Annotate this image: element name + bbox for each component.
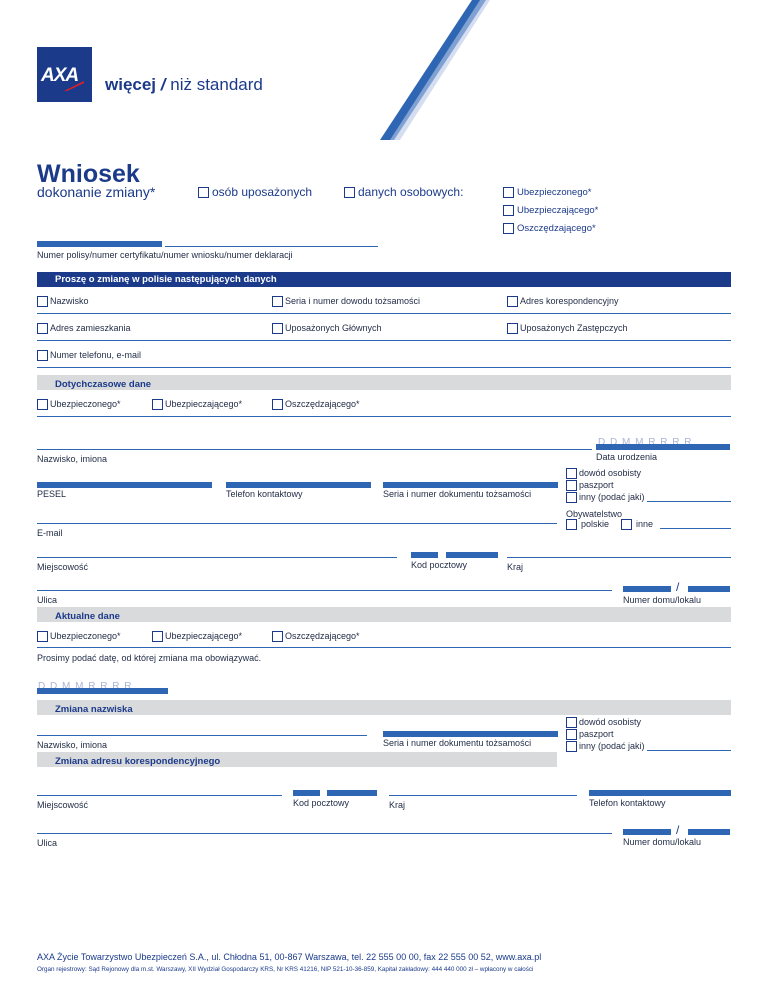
new-doc-id-checkbox[interactable] <box>566 717 577 728</box>
new-doc-passport-checkbox[interactable] <box>566 729 577 740</box>
divider <box>37 647 731 648</box>
pesel-label: PESEL <box>37 489 67 499</box>
new-house-boxes-a[interactable] <box>623 828 671 835</box>
new-doc-boxes[interactable] <box>383 730 558 737</box>
citizenship-label: Obywatelstwo <box>566 509 623 519</box>
effective-date-boxes[interactable] <box>37 687 168 694</box>
prev-phone-boxes[interactable] <box>226 481 371 488</box>
new-doc-passport-label: paszport <box>579 729 614 739</box>
new-street-line[interactable] <box>37 833 612 834</box>
primary-beneficiaries-label: Uposażonych Głównych <box>285 323 382 333</box>
policyholder-checkbox[interactable] <box>503 205 514 216</box>
policyholder-label: Ubezpieczającego* <box>517 205 599 216</box>
page-subtitle: dokonanie zmiany* <box>37 184 156 200</box>
id-number-checkbox[interactable] <box>272 296 283 307</box>
alternate-beneficiaries-checkbox[interactable] <box>507 323 518 334</box>
new-city-line[interactable] <box>37 795 282 796</box>
id-number-label: Seria i numer dowodu tożsamości <box>285 296 421 306</box>
footer-registry: Organ rejestrowy: Sąd Rejonowy dla m.st. Warszawy, XII Wydział Gospodarczy KRS, Nr KRS 41216, NIP 521-10-36-859, Kapitał zakładowy: 444 440 000 zł – wpłacony w całości <box>37 966 534 973</box>
address-change-header <box>37 752 557 767</box>
new-postcode-label: Kod pocztowy <box>293 798 350 808</box>
citizenship-other-checkbox[interactable] <box>621 519 632 530</box>
personal-data-label: danych osobowych: <box>358 185 464 199</box>
cur-insured-label: Ubezpieczonego* <box>50 631 121 641</box>
surname-checkbox[interactable] <box>37 296 48 307</box>
prev-doc-label: Seria i numer dokumentu tożsamości <box>383 489 532 499</box>
saver-label: Oszczędzającego* <box>517 223 596 234</box>
prev-insured-checkbox[interactable] <box>37 399 48 410</box>
new-street-label: Ulica <box>37 838 58 848</box>
new-house-slash: / <box>676 823 680 837</box>
axa-logo <box>37 47 92 102</box>
new-doc-label: Seria i numer dokumentu tożsamości <box>383 738 532 748</box>
prev-name-label: Nazwisko, imiona <box>37 454 108 464</box>
prev-doc-passport-label: paszport <box>579 480 614 490</box>
email-line[interactable] <box>37 523 557 524</box>
saver-checkbox[interactable] <box>503 223 514 234</box>
new-doc-other-checkbox[interactable] <box>566 741 577 752</box>
prev-doc-passport-checkbox[interactable] <box>566 480 577 491</box>
prev-policyholder-label: Ubezpieczającego* <box>165 399 243 409</box>
primary-beneficiaries-checkbox[interactable] <box>272 323 283 334</box>
phone-email-label: Numer telefonu, e-mail <box>50 350 142 360</box>
prev-birthdate-boxes[interactable] <box>596 443 730 450</box>
new-country-line[interactable] <box>389 795 577 796</box>
email-label: E-mail <box>37 528 63 538</box>
insured-checkbox[interactable] <box>503 187 514 198</box>
prev-doc-other-line[interactable] <box>647 501 731 502</box>
correspondence-address-label: Adres korespondencyjny <box>520 296 619 306</box>
prev-city-label: Miejscowość <box>37 562 89 572</box>
prev-house-slash: / <box>676 580 680 594</box>
policy-number-line <box>165 246 378 247</box>
previous-data-header <box>37 375 731 390</box>
residence-address-label: Adres zamieszkania <box>50 323 131 333</box>
new-postcode-boxes-b[interactable] <box>327 789 377 796</box>
cur-policyholder-label: Ubezpieczającego* <box>165 631 243 641</box>
new-doc-other-line[interactable] <box>647 750 731 751</box>
new-name-label: Nazwisko, imiona <box>37 740 108 750</box>
new-doc-other-label: inny (podać jaki) <box>579 741 645 751</box>
prev-street-line[interactable] <box>37 590 612 591</box>
tagline-slash: / <box>160 75 166 94</box>
prev-birthdate-label: Data urodzenia <box>596 452 658 462</box>
new-postcode-boxes-a[interactable] <box>293 789 320 796</box>
tagline-light: niż standard <box>170 75 263 94</box>
prev-house-boxes-b[interactable] <box>688 585 730 592</box>
request-section-header <box>37 272 731 287</box>
prev-doc-id-checkbox[interactable] <box>566 468 577 479</box>
brand-tagline <box>105 75 263 95</box>
citizenship-other-label: inne <box>636 519 654 529</box>
beneficiaries-label: osób uposażonych <box>212 185 313 199</box>
prev-doc-other-checkbox[interactable] <box>566 492 577 503</box>
prev-doc-other-label: inny (podać jaki) <box>579 492 645 502</box>
personal-data-checkbox[interactable] <box>344 187 355 198</box>
effective-date-note: Prosimy podać datę, od której zmiana ma obowiązywać. <box>37 653 262 663</box>
cur-policyholder-checkbox[interactable] <box>152 631 163 642</box>
correspondence-address-checkbox[interactable] <box>507 296 518 307</box>
new-name-line[interactable] <box>37 735 367 736</box>
prev-saver-checkbox[interactable] <box>272 399 283 410</box>
divider <box>37 340 731 341</box>
new-country-label: Kraj <box>389 800 406 810</box>
alternate-beneficiaries-label: Uposażonych Zastępczych <box>520 323 628 333</box>
logo-text: AXA <box>41 65 79 86</box>
page-title: Wniosek <box>37 160 140 188</box>
policy-number-label: Numer polisy/numer certyfikatu/numer wniosku/numer deklaracji <box>37 250 293 260</box>
prev-name-line[interactable] <box>37 449 592 450</box>
divider <box>37 313 731 314</box>
current-data-header <box>37 607 731 622</box>
policy-number-boxes[interactable] <box>37 240 162 247</box>
divider <box>37 416 731 417</box>
beneficiaries-checkbox[interactable] <box>198 187 209 198</box>
cur-saver-label: Oszczędzającego* <box>285 631 360 641</box>
decorative-diagonal-stripe <box>380 0 490 140</box>
prev-insured-label: Ubezpieczonego* <box>50 399 121 409</box>
cur-insured-checkbox[interactable] <box>37 631 48 642</box>
prev-policyholder-checkbox[interactable] <box>152 399 163 410</box>
request-section-title: Proszę o zmianę w polisie następujących danych <box>55 274 277 285</box>
citizenship-other-line[interactable] <box>660 528 731 529</box>
name-change-header <box>37 700 731 715</box>
surname-label: Nazwisko <box>50 296 89 306</box>
prev-phone-label: Telefon kontaktowy <box>226 489 303 499</box>
pesel-boxes[interactable] <box>37 481 212 488</box>
prev-postcode-boxes-a[interactable] <box>411 551 438 558</box>
divider <box>37 367 731 368</box>
tagline-strong: więcej <box>105 75 157 94</box>
prev-doc-id-label: dowód osobisty <box>579 468 642 478</box>
prev-house-boxes-a[interactable] <box>623 585 671 592</box>
prev-city-line[interactable] <box>37 557 397 558</box>
cur-saver-checkbox[interactable] <box>272 631 283 642</box>
insured-label: Ubezpieczonego* <box>517 187 592 198</box>
prev-country-line[interactable] <box>507 557 731 558</box>
prev-doc-boxes[interactable] <box>383 481 558 488</box>
new-phone-label: Telefon kontaktowy <box>589 798 666 808</box>
new-house-boxes-b[interactable] <box>688 828 730 835</box>
new-phone-boxes[interactable] <box>589 789 731 796</box>
citizenship-polish-label: polskie <box>581 519 610 529</box>
prev-country-label: Kraj <box>507 562 524 572</box>
prev-street-label: Ulica <box>37 595 58 605</box>
residence-address-checkbox[interactable] <box>37 323 48 334</box>
prev-postcode-label: Kod pocztowy <box>411 560 468 570</box>
name-change-title: Zmiana nazwiska <box>55 704 133 715</box>
citizenship-polish-checkbox[interactable] <box>566 519 577 530</box>
new-city-label: Miejscowość <box>37 800 89 810</box>
new-doc-id-label: dowód osobisty <box>579 717 642 727</box>
prev-house-label: Numer domu/lokalu <box>623 595 702 605</box>
address-change-title: Zmiana adresu korespondencyjnego <box>55 756 221 767</box>
footer-company: AXA Życie Towarzystwo Ubezpieczeń S.A., ul. Chłodna 51, 00-867 Warszawa, tel. 22 555 00 00, fax 22 555 00 52, www.axa.pl <box>37 952 542 962</box>
phone-email-checkbox[interactable] <box>37 350 48 361</box>
prev-saver-label: Oszczędzającego* <box>285 399 360 409</box>
previous-data-title: Dotychczasowe dane <box>55 379 152 390</box>
current-data-title: Aktualne dane <box>55 611 120 622</box>
prev-postcode-boxes-b[interactable] <box>446 551 498 558</box>
new-house-label: Numer domu/lokalu <box>623 837 702 847</box>
